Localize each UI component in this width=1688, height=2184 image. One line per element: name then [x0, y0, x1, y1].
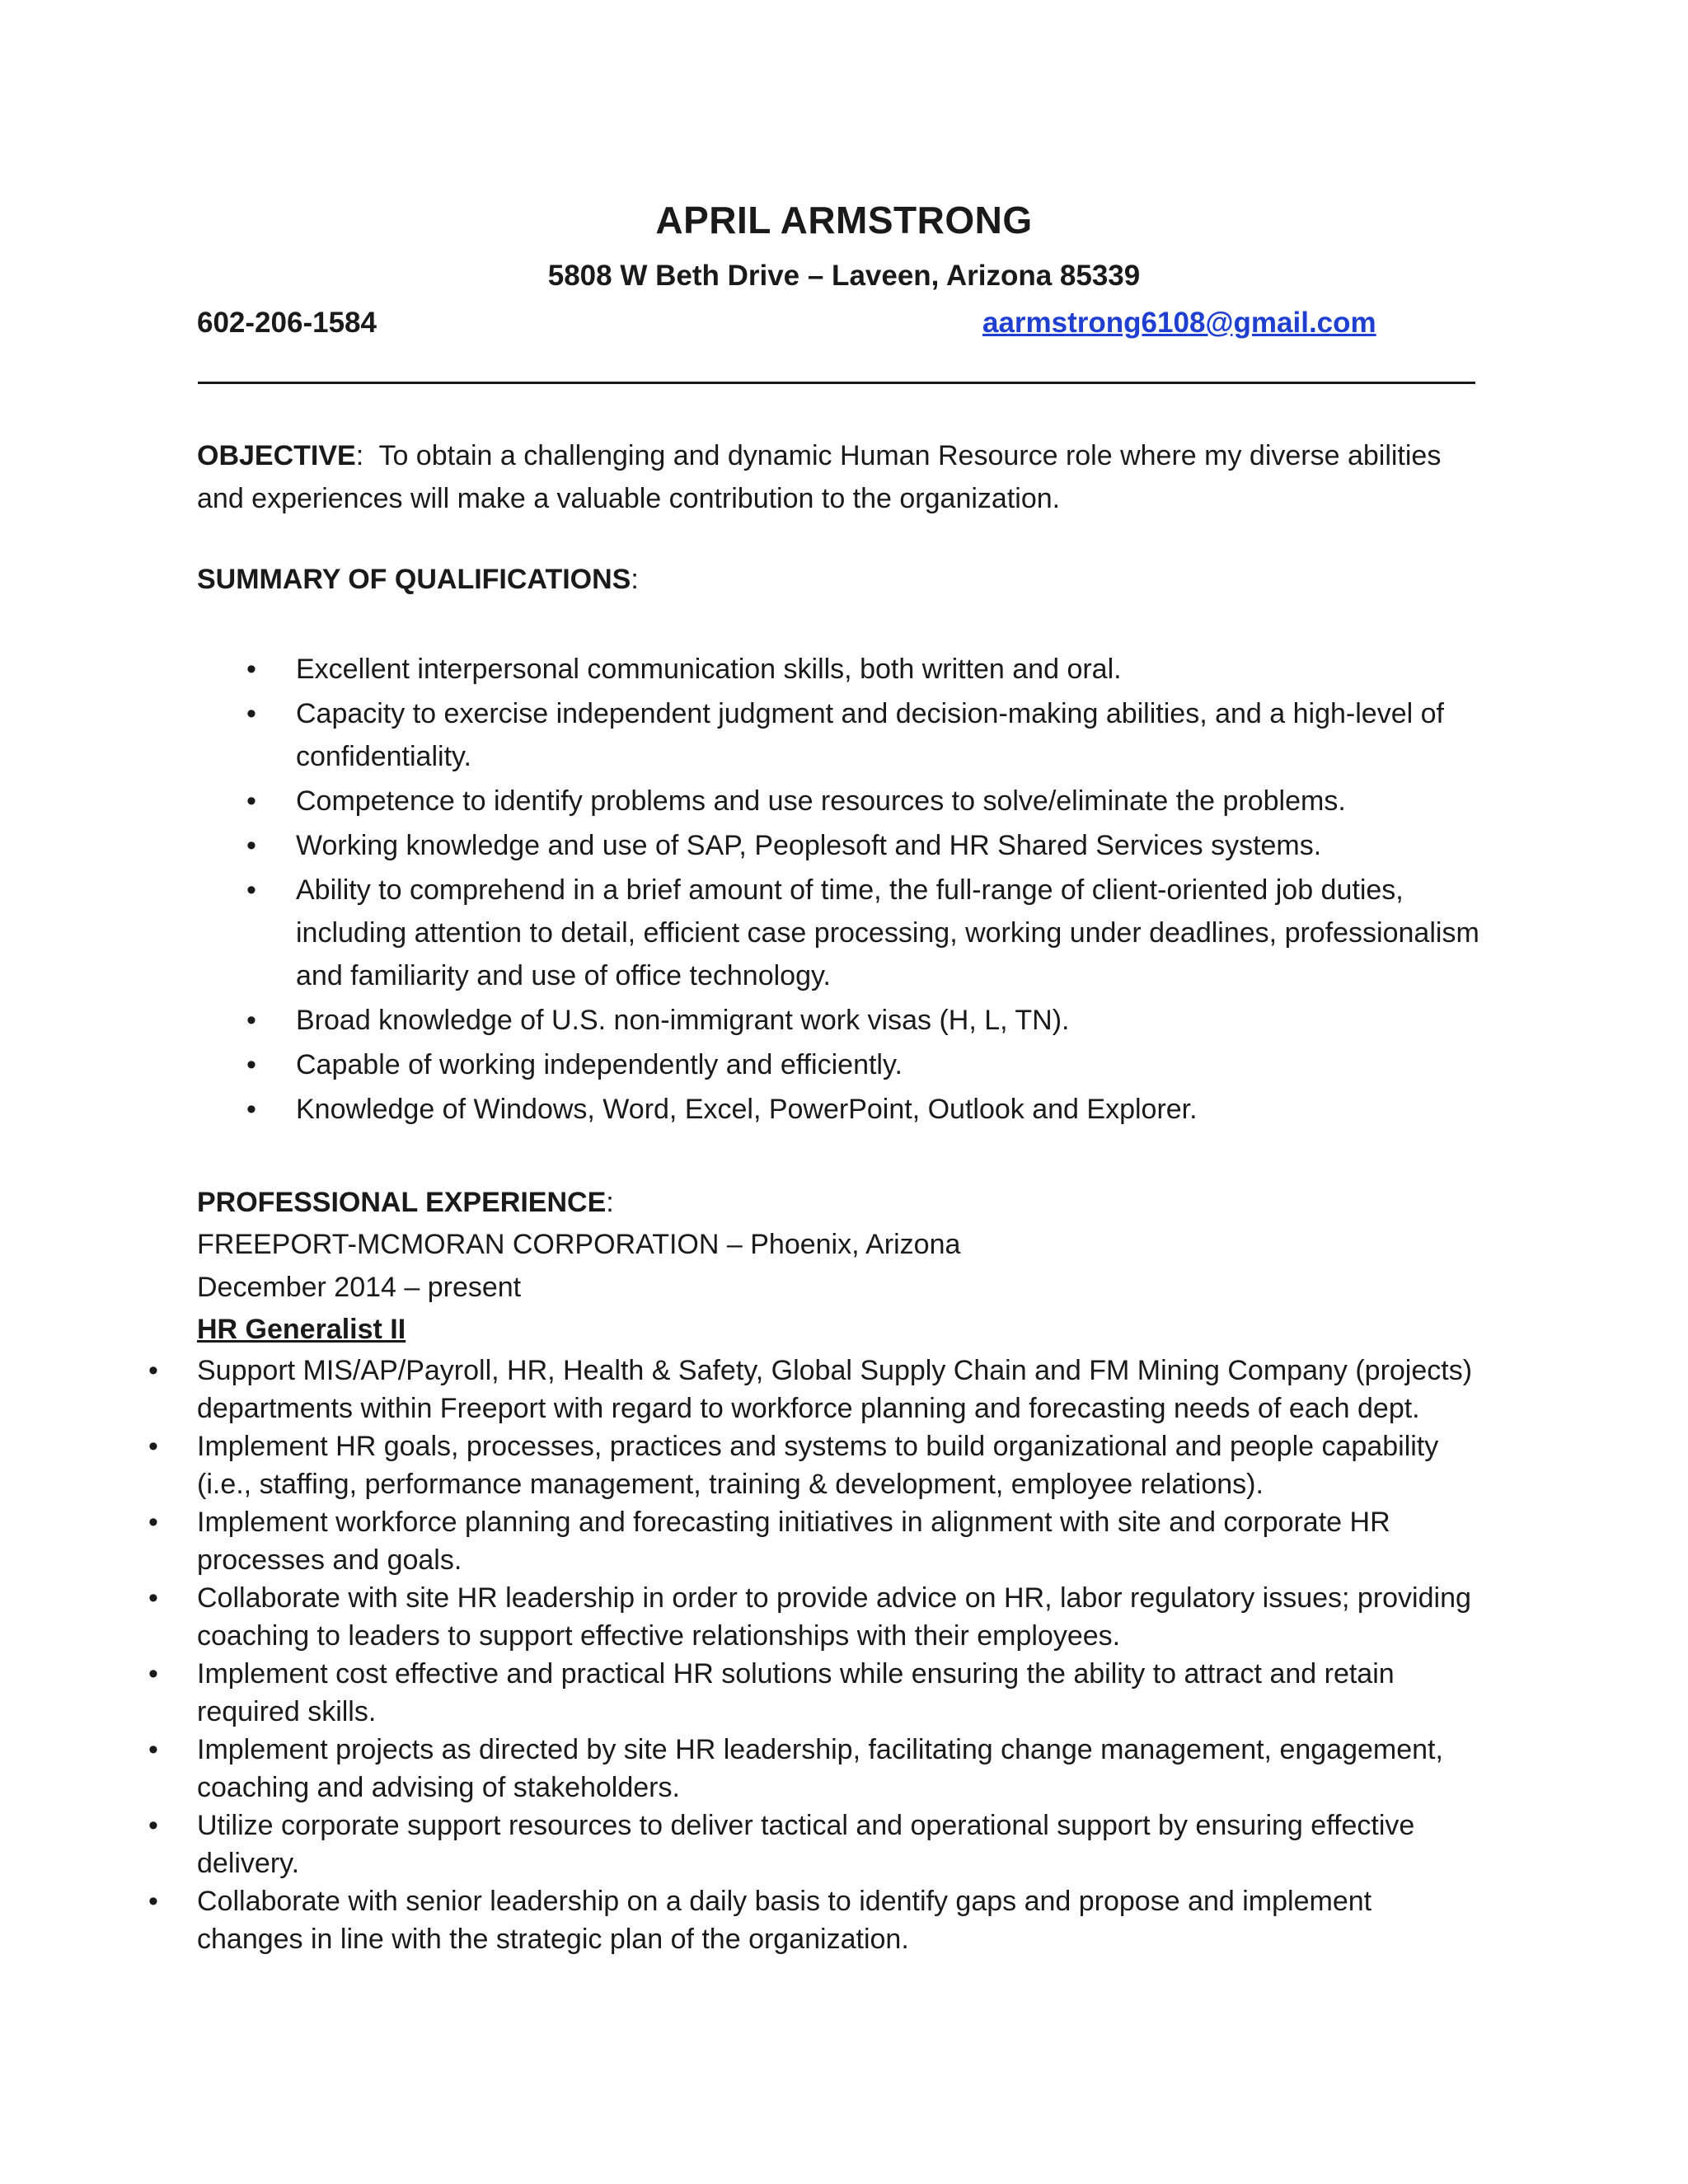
- list-item: [148, 1731, 1484, 1807]
- duty-text: Utilize corporate support resources to deliver tactical and operational support by ensuring effective delivery.: [197, 1810, 1415, 1879]
- list-item: [148, 1655, 1484, 1731]
- header-divider: [198, 382, 1475, 384]
- summary-item-text: Capable of working independently and efficiently.: [296, 1049, 903, 1080]
- duty-text: Implement cost effective and practical HR solutions while ensuring the ability to attract and retain required skills.: [197, 1658, 1395, 1727]
- list-item: [148, 1427, 1484, 1503]
- duties-list: [148, 1352, 1484, 1958]
- summary-heading: [197, 564, 639, 596]
- bullet-icon: •: [246, 1005, 256, 1036]
- bullet-icon: •: [246, 698, 256, 729]
- bullet-icon: •: [246, 830, 256, 861]
- duty-text: Implement HR goals, processes, practices and systems to build organizational and people capability (i.e., staffing, performance management, training & development, employee relations).: [197, 1431, 1439, 1500]
- list-item: [148, 1807, 1484, 1882]
- bullet-icon: •: [246, 785, 256, 817]
- summary-separator: :: [631, 564, 639, 595]
- bullet-icon: •: [148, 1507, 158, 1538]
- bullet-icon: •: [246, 654, 256, 685]
- experience-heading: [197, 1187, 614, 1219]
- candidate-email-link[interactable]: aarmstrong6108@gmail.com: [982, 307, 1376, 339]
- duty-text: Implement projects as directed by site HR leadership, facilitating change management, engagement, coaching and advising of stakeholders.: [197, 1734, 1443, 1803]
- bullet-icon: •: [148, 1582, 158, 1614]
- job-title: HR Generalist II: [197, 1314, 406, 1345]
- list-item: [197, 648, 1491, 691]
- duty-text: Collaborate with site HR leadership in order to provide advice on HR, labor regulatory issues; providing coaching to leaders to support effective relationships with their employees.: [197, 1582, 1471, 1652]
- summary-item-text: Ability to comprehend in a brief amount of time, the full-range of client-oriented job duties, including attention to detail, efficient case processing, working under deadlines, professionalism and familiarity and use of office technology.: [296, 874, 1479, 991]
- summary-item-text: Knowledge of Windows, Word, Excel, PowerPoint, Outlook and Explorer.: [296, 1094, 1198, 1125]
- candidate-address: 5808 W Beth Drive – Laveen, Arizona 85339: [547, 260, 1141, 292]
- candidate-phone: 602-206-1584: [197, 307, 377, 339]
- list-item: [197, 1088, 1491, 1131]
- bullet-icon: •: [148, 1810, 158, 1841]
- duty-text: Support MIS/AP/Payroll, HR, Health & Safety, Global Supply Chain and FM Mining Company (projects) departments within Freeport with regard to workforce planning and forecasting needs of each dept.: [197, 1355, 1473, 1424]
- summary-label: SUMMARY OF QUALIFICATIONS: [197, 564, 631, 595]
- candidate-name: APRIL ARMSTRONG: [655, 199, 1033, 241]
- company-line: FREEPORT-MCMORAN CORPORATION – Phoenix, Arizona: [197, 1229, 961, 1260]
- summary-item-text: Excellent interpersonal communication skills, both written and oral.: [296, 654, 1122, 685]
- bullet-icon: •: [148, 1431, 158, 1462]
- objective-separator: :: [355, 440, 364, 471]
- list-item: [197, 1043, 1491, 1086]
- summary-item-text: Working knowledge and use of SAP, Peoplesoft and HR Shared Services systems.: [296, 830, 1322, 861]
- employment-dates: December 2014 – present: [197, 1272, 522, 1303]
- bullet-icon: •: [148, 1658, 158, 1690]
- list-item: [148, 1579, 1484, 1655]
- list-item: [197, 824, 1491, 867]
- duty-text: Collaborate with senior leadership on a daily basis to identify gaps and propose and implement changes in line with the strategic plan of the organization.: [197, 1886, 1372, 1955]
- bullet-icon: •: [148, 1886, 158, 1917]
- experience-separator: :: [606, 1187, 614, 1218]
- bullet-icon: •: [148, 1734, 158, 1765]
- list-item: [148, 1503, 1484, 1579]
- summary-item-text: Capacity to exercise independent judgment and decision-making abilities, and a high-level of confidentiality.: [296, 698, 1444, 772]
- list-item: [197, 780, 1491, 823]
- duty-text: Implement workforce planning and forecasting initiatives in alignment with site and corporate HR processes and goals.: [197, 1507, 1390, 1576]
- objective-label: OBJECTIVE: [197, 440, 356, 471]
- bullet-icon: •: [246, 874, 256, 906]
- list-item: [197, 869, 1491, 997]
- list-item: [197, 692, 1491, 778]
- bullet-icon: •: [246, 1094, 256, 1125]
- objective-text: To obtain a challenging and dynamic Human Resource role where my diverse abilities and experiences will make a valuable contribution to the organization.: [197, 440, 1449, 514]
- list-item: [148, 1882, 1484, 1958]
- objective-section: [197, 434, 1483, 520]
- summary-item-text: Broad knowledge of U.S. non-immigrant work visas (H, L, TN).: [296, 1005, 1070, 1036]
- list-item: [197, 999, 1491, 1042]
- summary-item-text: Competence to identify problems and use resources to solve/eliminate the problems.: [296, 785, 1346, 817]
- bullet-icon: •: [246, 1049, 256, 1080]
- experience-label: PROFESSIONAL EXPERIENCE: [197, 1187, 607, 1218]
- summary-list: [197, 648, 1491, 1132]
- list-item: [148, 1352, 1484, 1427]
- bullet-icon: •: [148, 1355, 158, 1386]
